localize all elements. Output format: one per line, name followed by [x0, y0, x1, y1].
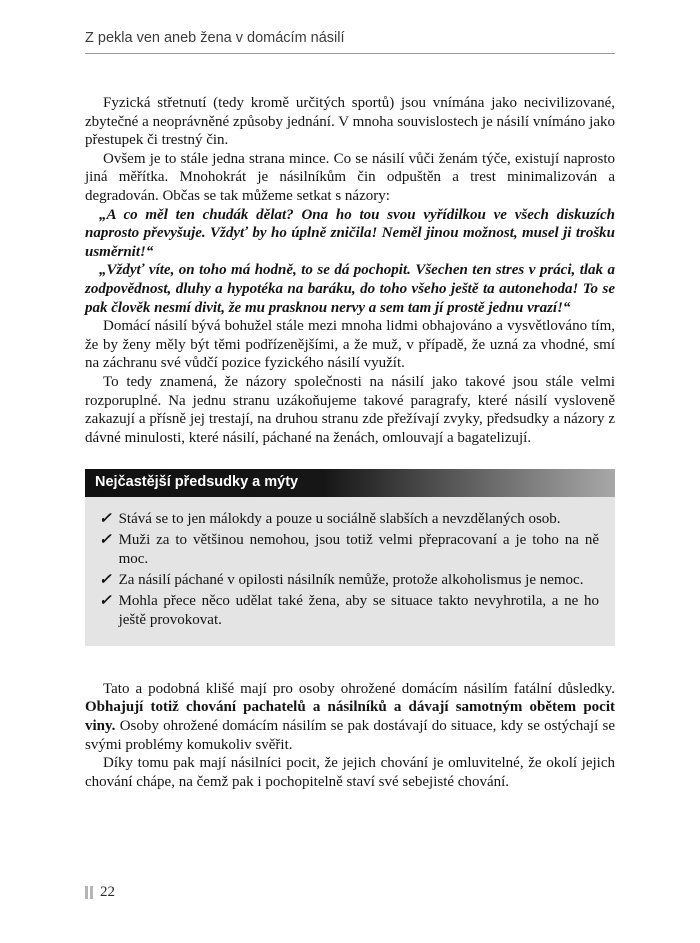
myth-item-text: Za násilí páchané v opilosti násilník nemůže, protože alkoholismus je nemoc. [118, 571, 584, 588]
page-body [85, 94, 615, 791]
quote-paragraph-1: „A co měl ten chudák dělat? Ona ho tou svou vyřídilkou ve všech diskuzích naprosto převyšuje. Vždyť by ho úplně zničila! Neměl jinou možnost, musel ji trošku usměrnit!“ [85, 206, 615, 260]
paragraph-1: Fyzická střetnutí (tedy kromě určitých sportů) jsou vnímána jako necivilizované, zbytečné a neoprávněné způsoby jednání. V mnoha souvislostech je násilí vnímáno jako přestupek či trestný čin. [85, 95, 615, 149]
paragraph-5-emphasis: Obhajují totiž chování pachatelů a násilníků a dávají samotným obětem pocit viny. [85, 699, 615, 735]
running-header [85, 30, 615, 54]
myth-item-text: Stává se to jen málokdy a pouze u sociálně slabších a nevzdělaných osob. [118, 510, 561, 527]
paragraph-4: To tedy znamená, že názory společnosti na násilí jako takové jsou stále velmi rozporuplné. Na jednu stranu uzákoňujeme takové paragrafy, které násilí vysloveně zakazují a přísně jej trestají, na druhou stranu zde přežívají zvyky, předsudky a názory z dávné minulosti, které násilí, páchané na ženách, omlouvají a bagatelizují. [85, 373, 615, 446]
section-heading-title: Nejčastější předsudky a mýty [95, 474, 299, 491]
check-icon: ✓ [99, 531, 112, 548]
myth-list-item [99, 531, 599, 569]
paragraph-3: Domácí násilí bývá bohužel stále mezi mnoha lidmi obhajováno a vysvětlováno tím, že by ženy měly být těmi podřízenějšími, a že muž, v případě, že uzná za vhodné, smí na záchranu své vůdčí pozice fyzického násilí využít. [85, 318, 615, 372]
check-icon: ✓ [99, 571, 112, 588]
check-icon: ✓ [99, 592, 112, 609]
paragraph-5-tail: Osoby ohrožené domácím násilím se pak dostávají do situace, kdy se ostýchají se svými problémy komukoliv svěřit. [85, 718, 615, 753]
paragraph-2: Ovšem je to stále jedna strana mince. Co se násilí vůči ženám týče, existují naprosto jiná měřítka. Mnohokrát je násilníkům čin odpuštěn a trest minimalizován a degradován. Občas se tak můžeme setkat s názory: [85, 150, 615, 204]
quote-paragraph-2: „Vždyť víte, on toho má hodně, to se dá pochopit. Všechen ten stres v práci, tlak a zodpovědnost, dluhy a hypotéka na baráku, do toho všeho ještě ta autonehoda! To se pak člověk nesmí divit, že mu prasknou nervy a sem tam jí prostě jednu vrazí!“ [85, 262, 615, 316]
myth-list-item [99, 592, 599, 630]
page-number-marker-icon [85, 886, 93, 899]
page-number: 22 [100, 884, 115, 900]
myths-box [85, 497, 615, 646]
closing-paragraphs [85, 680, 615, 792]
paragraph-6: Díky tomu pak mají násilníci pocit, že jejich chování je omluvitelné, že okolí jejich chování chápe, na čemž pak i pochopitelně staví své sebejisté chování. [85, 755, 615, 790]
check-icon: ✓ [99, 510, 112, 527]
paragraph-5 [85, 680, 615, 754]
myth-item-text: Mohla přece něco udělat také žena, aby se situace takto nevyhrotila, a ne ho ještě provokovat. [118, 592, 599, 628]
paragraph-5-lead: Tato a podobná klišé mají pro osoby ohrožené domácím násilím fatální důsledky. [103, 680, 615, 697]
myth-list-item [99, 510, 599, 529]
myth-item-text: Muži za to většinou nemohou, jsou totiž velmi přepracovaní a je toho na ně moc. [118, 531, 599, 567]
section-heading-bar [85, 469, 615, 497]
running-header-title: Z pekla ven aneb žena v domácím násilí [85, 30, 345, 46]
page-footer [85, 884, 115, 901]
myth-list-item [99, 571, 599, 590]
